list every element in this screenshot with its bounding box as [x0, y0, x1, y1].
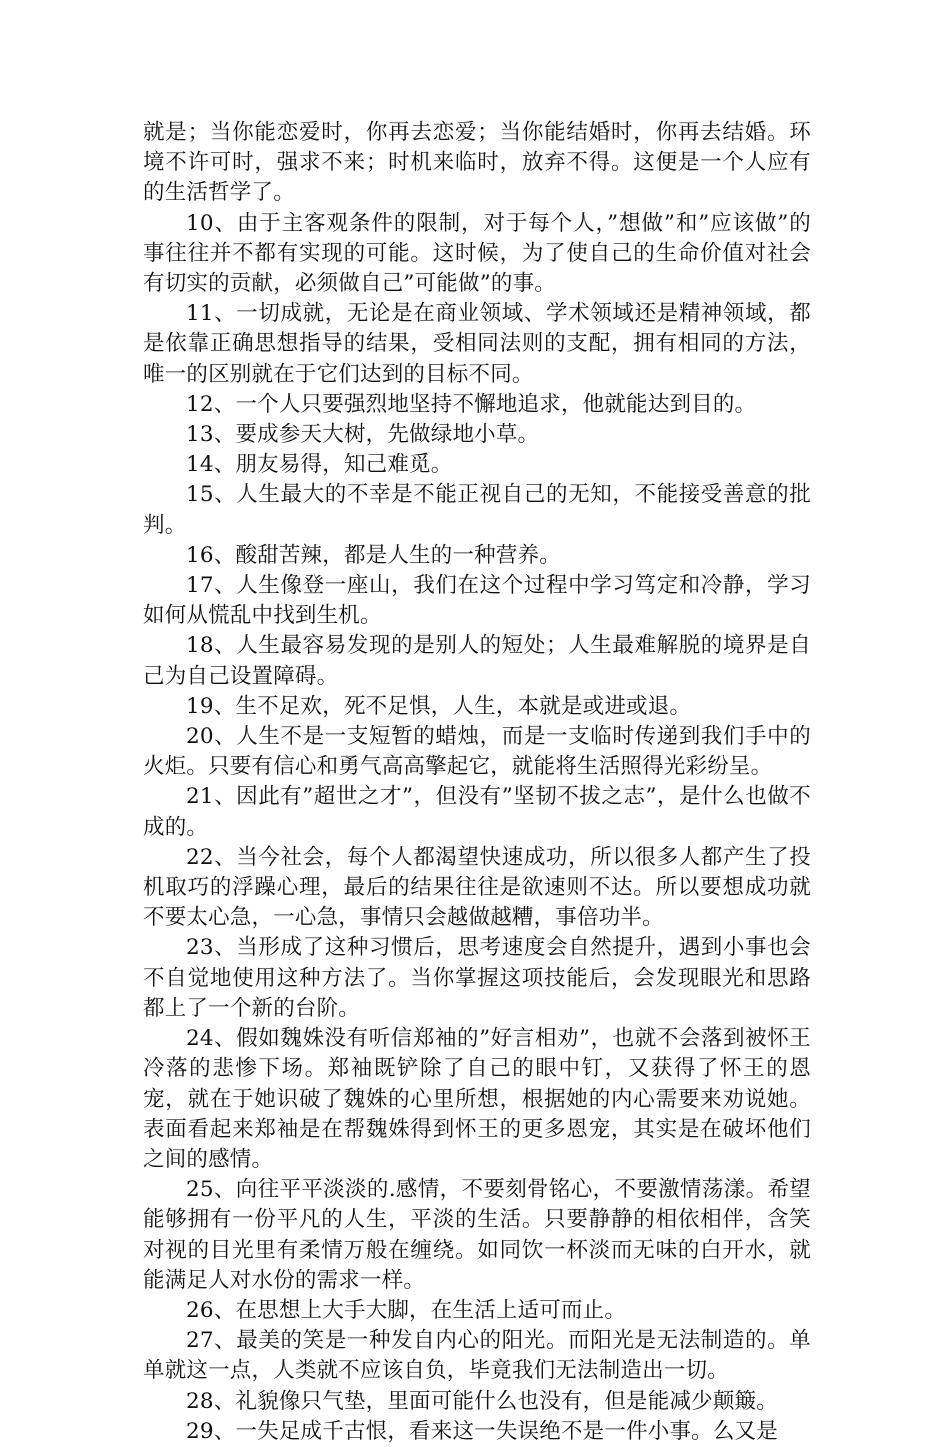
- paragraph-item-21: 21、因此有”超世之才”，但没有”坚韧不拔之志”，是什么也做不成的。: [143, 784, 811, 840]
- paragraph-item-17: 17、人生像登一座山，我们在这个过程中学习笃定和冷静，学习如何从慌乱中找到生机。: [143, 573, 811, 629]
- paragraph-item-14: 14、朋友易得，知己难觅。: [186, 452, 453, 478]
- paragraph-item-20: 20、人生不是一支短暂的蜡烛，而是一支临时传递到我们手中的火炬。只要有信心和勇气高高擎起它，就能将生活照得光彩纷呈。: [143, 724, 811, 780]
- paragraph-item-11: 11、一切成就，无论是在商业领域、学术领域还是精神领域，都是依靠正确思想指导的结果，受相同法则的支配，拥有相同的方法，唯一的区别就在于它们达到的目标不同。: [143, 301, 811, 387]
- document-page: [143, 118, 811, 1447]
- paragraph-item-26: 26、在思想上大手大脚，在生活上适可而止。: [186, 1297, 627, 1323]
- paragraph-item-12: 12、一个人只要强烈地坚持不懈地追求，他就能达到目的。: [186, 391, 757, 417]
- paragraph-item-22: 22、当今社会，每个人都渴望快速成功，所以很多人都产生了投机取巧的浮躁心理，最后的结果往往是欲速则不达。所以要想成功就不要太心急，一心急，事情只会越做越糟，事倍功半。: [143, 844, 811, 931]
- paragraph-item-16: 16、酸甜苦辣，都是人生的一种营养。: [186, 542, 561, 568]
- paragraph-item-28: 28、礼貌像只气垫，里面可能什么也没有，但是能减少颠簸。: [186, 1388, 778, 1414]
- paragraph-item-13: 13、要成参天大树，先做绿地小草。: [186, 422, 540, 448]
- paragraph-item-15: 15、人生最大的不幸是不能正视自己的无知，不能接受善意的批判。: [143, 482, 811, 538]
- paragraph-item-10: 10、由于主客观条件的限制，对于每个人，”想做”和”应该做”的事往往并不都有实现的可能。这时候，为了使自己的生命价值对社会有切实的贡献，必须做自己”可能做”的事。: [143, 210, 811, 297]
- paragraph-item-29: 29、一失足成千古恨，看来这一失误绝不是一件小事。么又是: [186, 1418, 778, 1444]
- paragraph-item-18: 18、人生最容易发现的是别人的短处；人生最难解脱的境界是自己为自己设置障碍。: [143, 633, 811, 689]
- paragraph-item-27: 27、最美的笑是一种发自内心的阳光。而阳光是无法制造的。单单就这一点，人类就不应该自负，毕竟我们无法制造出一切。: [143, 1328, 811, 1384]
- paragraph-continuation: 就是；当你能恋爱时，你再去恋爱；当你能结婚时，你再去结婚。环境不许可时，强求不来；时机来临时，放弃不得。这便是一个人应有的生活哲学了。: [143, 120, 811, 206]
- paragraph-item-24: 24、假如魏姝没有听信郑袖的”好言相劝”，也就不会落到被怀王冷落的悲惨下场。郑袖既铲除了自己的眼中钉，又获得了怀王的恩宠，就在于她识破了魏姝的心里所想，根据她的内心需要来劝说她。表面看起来郑袖是在帮魏姝得到怀王的更多恩宠，其实是在破坏他们之间的感情。: [143, 1026, 811, 1172]
- paragraph-item-19: 19、生不足欢，死不足惧，人生，本就是或进或退。: [186, 693, 692, 719]
- paragraph-item-25: 25、向往平平淡淡的.感情，不要刻骨铭心，不要激情荡漾。希望能够拥有一份平凡的人生，平淡的生活。只要静静的相依相伴，含笑对视的目光里有柔情万般在缠绕。如同饮一杯淡而无味的白开水，就能满足人对水份的需求一样。: [143, 1177, 811, 1293]
- paragraph-item-23: 23、当形成了这种习惯后，思考速度会自然提升，遇到小事也会不自觉地使用这种方法了。当你掌握这项技能后，会发现眼光和思路都上了一个新的台阶。: [143, 935, 811, 1021]
